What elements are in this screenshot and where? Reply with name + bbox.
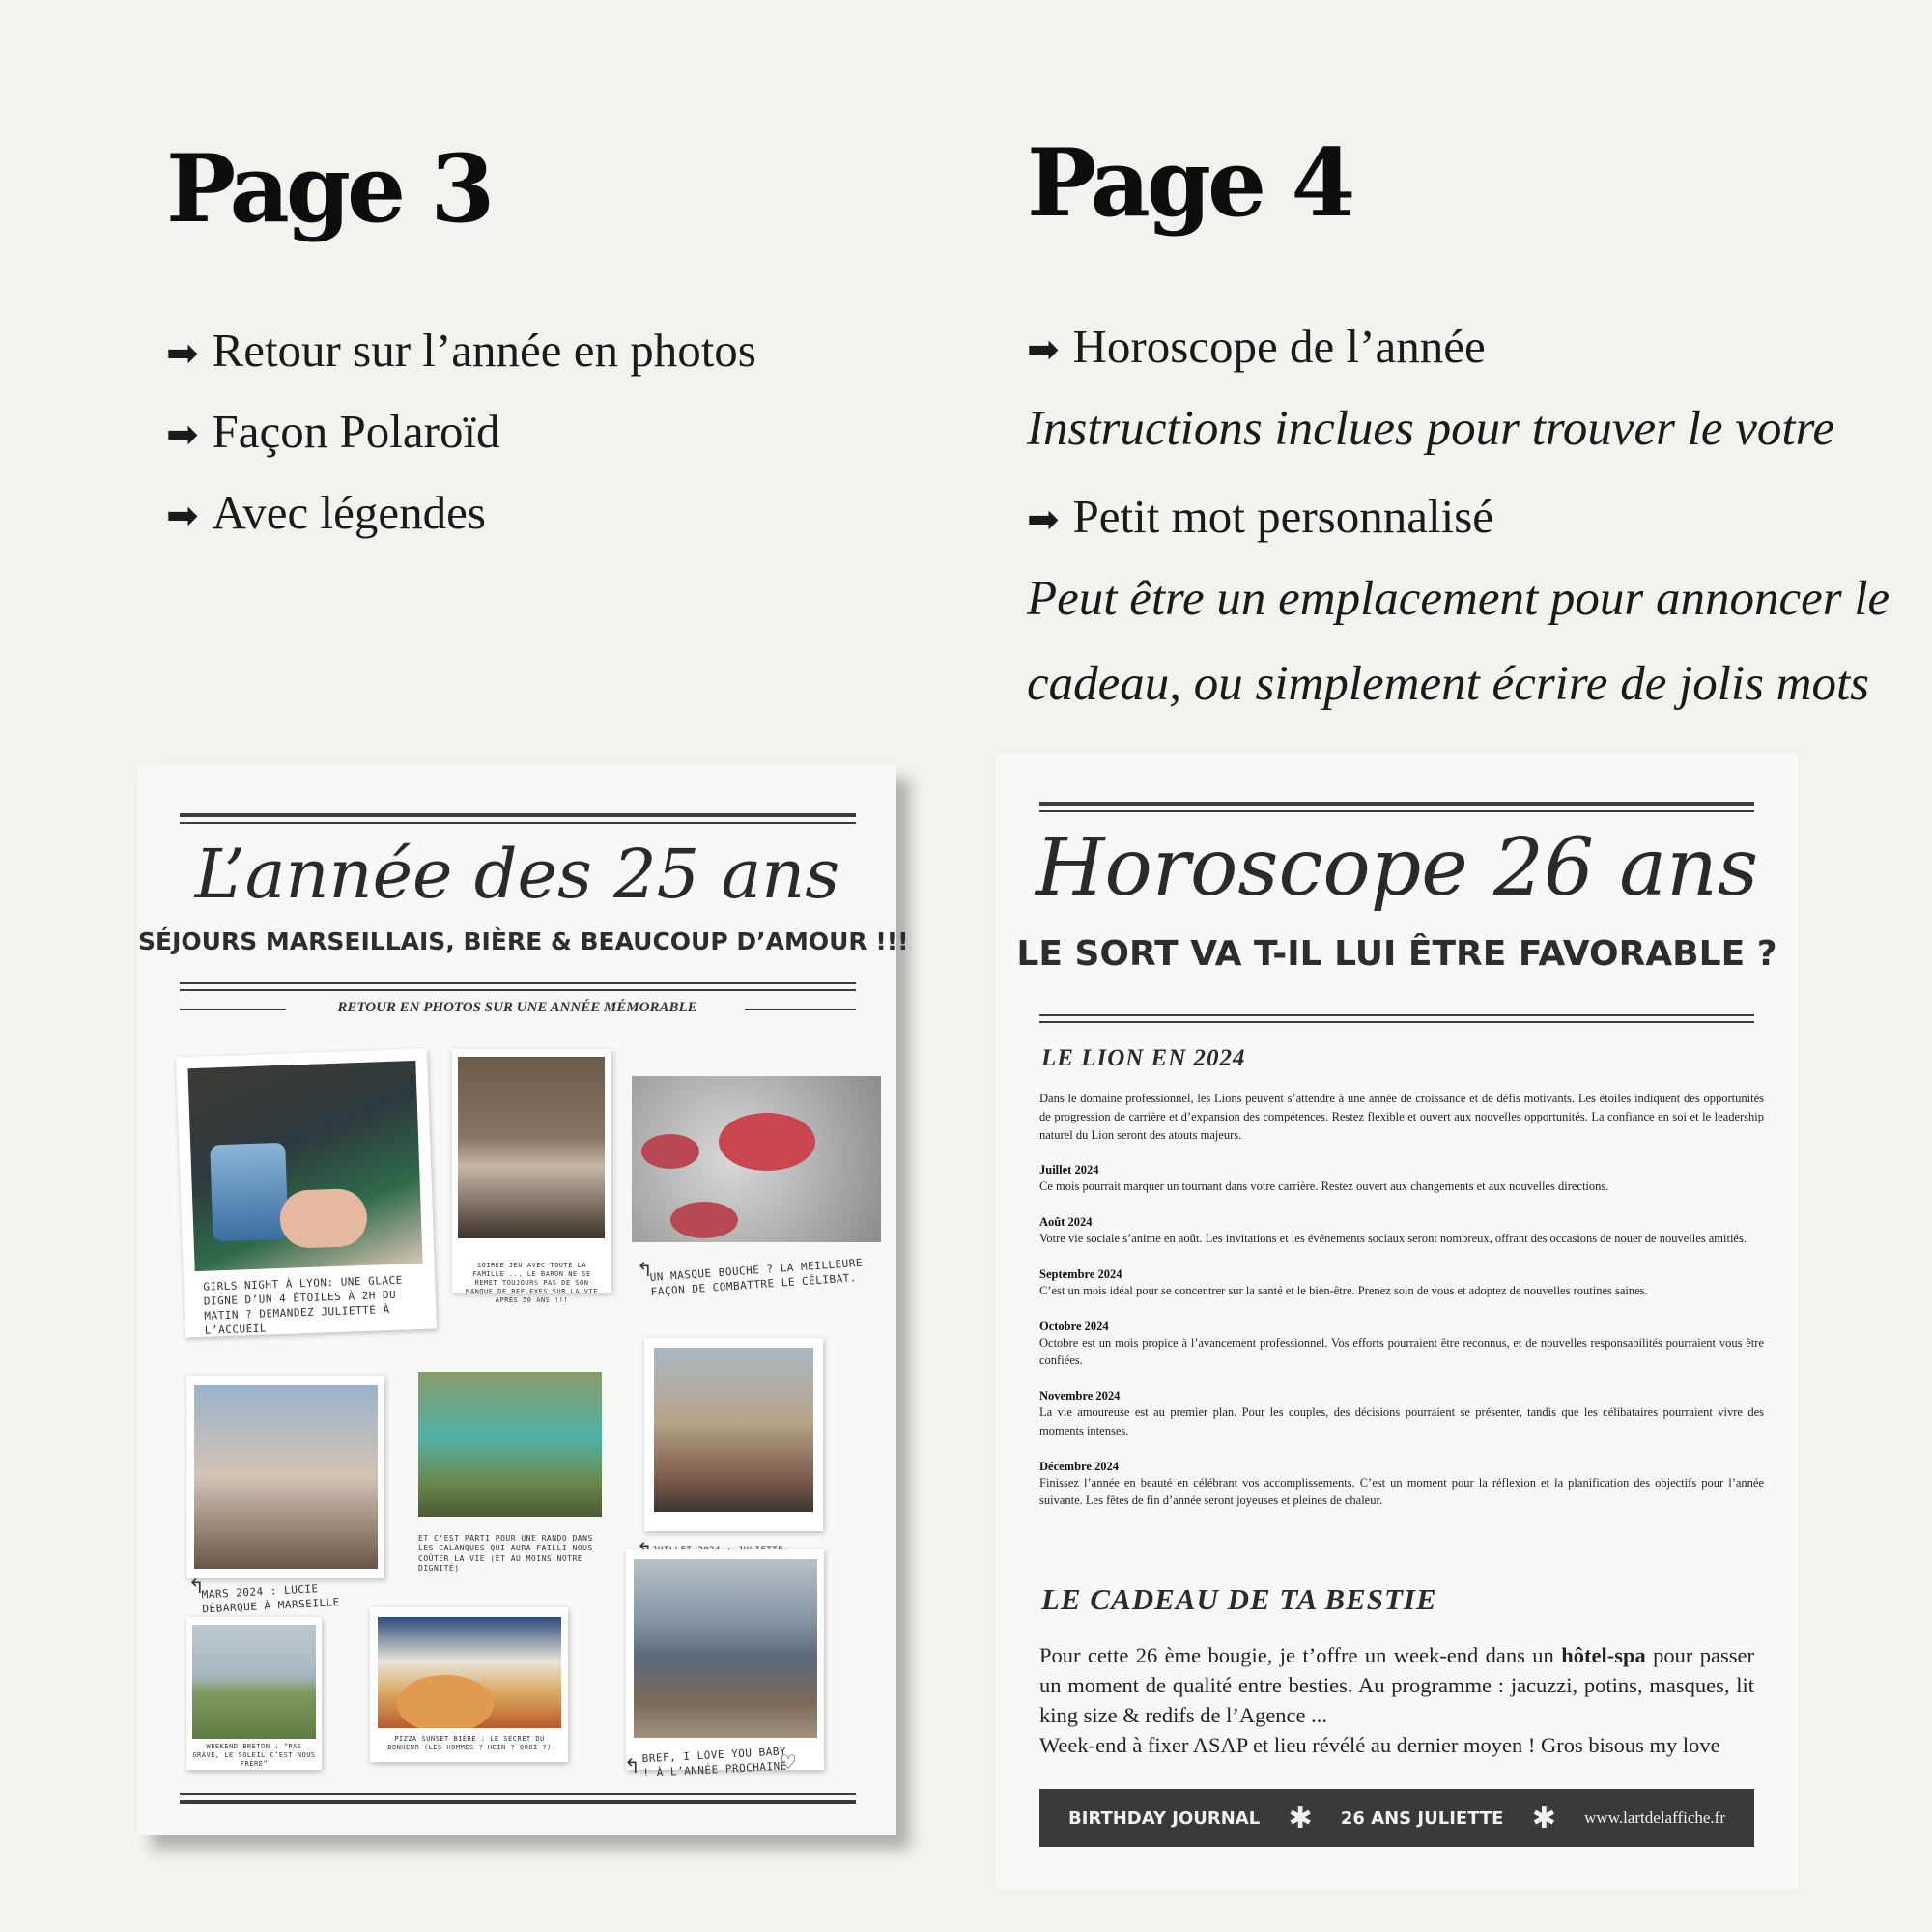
month-text: La vie amoureuse est au premier plan. Pour les couples, des décisions pourraient se présenter, tandis que les célibataires pourraient vivre des moments intenses. [1039,1406,1764,1437]
curl-arrow-icon: ↰ [637,1258,653,1281]
horoscope-intro: Dans le domaine professionnel, les Lions peuvent s’attendre à une année de croissance et de défis motivants. Les étoiles indiquent des opportunités de progression de carrière et d’expansion des compétences. Restez flexible et ouvert aux nouvelles opportunités. La confiance en soi et le leadership naturel du Lion seront des atouts majeurs. [1039,1092,1764,1142]
photo-lip-mask [632,1076,881,1242]
footer-website: www.lartdelaffiche.fr [1584,1808,1725,1827]
page-4-title: Horoscope 26 ans [1035,822,1759,914]
curl-arrow-icon: ↰ [624,1754,640,1777]
month-block [1039,1163,1764,1196]
polaroid-bretagne [186,1617,322,1770]
page-3-title: L’année des 25 ans [194,835,840,914]
mid-rule [1039,1014,1754,1016]
gift-note-line-2: cadeau, ou simplement écrire de jolis mots [1027,657,1870,711]
top-rule-thin [1039,810,1754,812]
month-title: Juillet 2024 [1039,1163,1099,1178]
month-text: C’est un mois idéal pour se concentrer sur la santé et le bien-être. Prenez soin de vous et adoptez de nouvelles routines saines. [1039,1283,1648,1297]
month-text: Votre vie sociale s’anime en août. Les invitations et les événements sociaux seront nombreux, offrant des occasions de nouer de nouvelles amitiés. [1039,1232,1747,1245]
photo-pizza [378,1617,561,1728]
page-4-heading: Page 4 [1027,128,1352,238]
month-title: Août 2024 [1039,1215,1093,1229]
polaroid-marseille [186,1376,384,1578]
section-lion: LE LION EN 2024 [1041,1045,1246,1071]
caption-marseille: MARS 2024 : LUCIE DÉBARQUE À MARSEILLE [201,1582,341,1616]
bullet-petit-mot: ➡ Petit mot personnalisé [1027,490,1494,543]
caption-calanques: ET C’EST PARTI POUR UNE RANDO DANS LES CALANQUES QUI AURA FAILLI NOUS COÛTER LA VIE (ET AU MOINS NOTRE DIGNITÉ) [418,1534,593,1574]
month-block [1039,1267,1764,1300]
bottom-rule-thick [180,1800,856,1804]
bottom-rule [180,1793,856,1795]
asterisk-icon: ✱ [1531,1801,1556,1835]
photo-calanques [418,1372,602,1517]
caption-ice-cream: GIRLS NIGHT À LYON: UNE GLACE DIGNE D’UN 4 ÉTOILES À 2H DU MATIN ? DEMANDEZ JULIETTE À L’ACCUEIL [203,1273,403,1337]
bullet-polaroid: ➡ Façon Polaroïd [166,405,500,458]
bullet-horoscope: ➡ Horoscope de l’année [1027,320,1486,373]
polaroid-game-night [452,1049,611,1305]
page-4-subtitle: LE SORT VA T-IL LUI ÊTRE FAVORABLE ? [1016,934,1777,974]
footer-journal: BIRTHDAY JOURNAL [1068,1807,1261,1829]
month-title: Novembre 2024 [1039,1389,1121,1403]
horoscope-body [1039,1090,1764,1510]
caption-sunset: BREF, I LOVE YOU BABY ! À L’ANNÉE PROCHAINE [641,1745,788,1780]
page-3-tagline: RETOUR EN PHOTOS SUR UNE ANNÉE MÉMORABLE [337,1000,697,1015]
polaroid-pizza [370,1607,568,1762]
photo-london [654,1348,813,1512]
polaroid-sunset [626,1549,824,1770]
month-text: Ce mois pourrait marquer un tournant dans votre carrière. Restez ouvert aux changements et aux nouvelles directions. [1039,1179,1609,1194]
bullet-legends: ➡ Avec légendes [166,486,486,539]
curl-arrow-icon: ↰ [188,1575,205,1598]
top-rule-thin [180,822,856,824]
month-title: Décembre 2024 [1039,1459,1120,1473]
top-rule [1039,802,1754,806]
arrow-icon: ➡ [166,412,199,457]
photo-ice-cream [187,1061,422,1271]
month-block [1039,1460,1764,1511]
bullet-photos: ➡ Retour sur l’année en photos [166,324,756,377]
arrow-icon: ➡ [166,331,199,376]
heart-icon: ♡ [780,1750,797,1774]
caption-lip-mask: UN MASQUE BOUCHE ? LA MEILLEURE FAÇON DE COMBATTRE LE CÉLIBAT. [649,1256,864,1298]
page-4-preview [996,753,1798,1889]
photo-game-night [458,1057,605,1238]
month-text: Finissez l’année en beauté en célébrant vos accomplissements. C’est un moment pour la réflexion et la planification des objectifs pour l’année suivante. Les fêtes de fin d’année seront joyeuses et pleines de chaleur. [1039,1475,1764,1508]
tagline-rule-right [745,1009,856,1010]
section-gift: LE CADEAU DE TA BESTIE [1041,1582,1437,1616]
month-block [1039,1215,1764,1248]
page-3-preview [138,765,909,1835]
footer-bar [1039,1789,1754,1847]
mid-rule-2 [1039,1021,1754,1023]
page-3-subtitle: SÉJOURS MARSEILLAIS, BIÈRE & BEAUCOUP D’AMOUR !!! [138,927,909,955]
mid-rule [180,982,856,984]
footer-name: 26 ANS JULIETTE [1340,1807,1504,1829]
photo-marseille [194,1385,378,1569]
arrow-icon: ➡ [1027,327,1060,372]
top-rule [180,813,856,817]
gift-note-line-1: Peut être un emplacement pour annoncer le [1027,572,1890,626]
photo-bretagne [192,1625,316,1739]
page-3-heading: Page 3 [166,134,492,243]
gift-paragraph: Pour cette 26 ème bougie, je t’offre un week-end dans un hôtel-spa pour passer un moment de qualité entre besties. Au programme : jacuzzi, potins, masques, lit king size & redifs de l’Agence ... Week-end à fixer ASAP et lieu révélé au dernier moyen ! Gros bisous my love [1039,1643,1754,1758]
asterisk-icon: ✱ [1288,1801,1313,1835]
photo-sunset [634,1559,817,1738]
month-block [1039,1320,1764,1371]
polaroid-ice-cream [176,1049,437,1338]
month-title: Octobre 2024 [1039,1319,1109,1333]
month-block [1039,1389,1764,1440]
arrow-icon: ➡ [166,494,199,538]
caption-game-night: SOIRÉE JEU AVEC TOUTE LA FAMILLE ... LE BARON NE SE REMET TOUJOURS PAS DE SON MANQUE DE REFLEXES SUR LA VIE APRÈS 50 ANS !!! [466,1262,598,1305]
arrow-icon: ➡ [1027,497,1060,542]
caption-pizza: PIZZA SUNSET BIÈRE : LE SECRET DU BONHEUR (LES HOMMES ? HEIN ? QUOI ?) [387,1735,552,1752]
mid-rule-2 [180,989,856,991]
caption-bretagne: WEEKEND BRETON : “PAS GRAVE, LE SOLEIL C’EST NOUS FRÈRE” [192,1743,316,1769]
month-text: Octobre est un mois propice à l’avancement professionnel. Vos efforts pourraient être reconnus, et de nouvelles responsabilités pourraient vous être confiées. [1039,1335,1764,1368]
polaroid-london [644,1338,823,1531]
month-title: Septembre 2024 [1039,1266,1122,1281]
instructions-note: Instructions inclues pour trouver le votre [1027,402,1835,456]
